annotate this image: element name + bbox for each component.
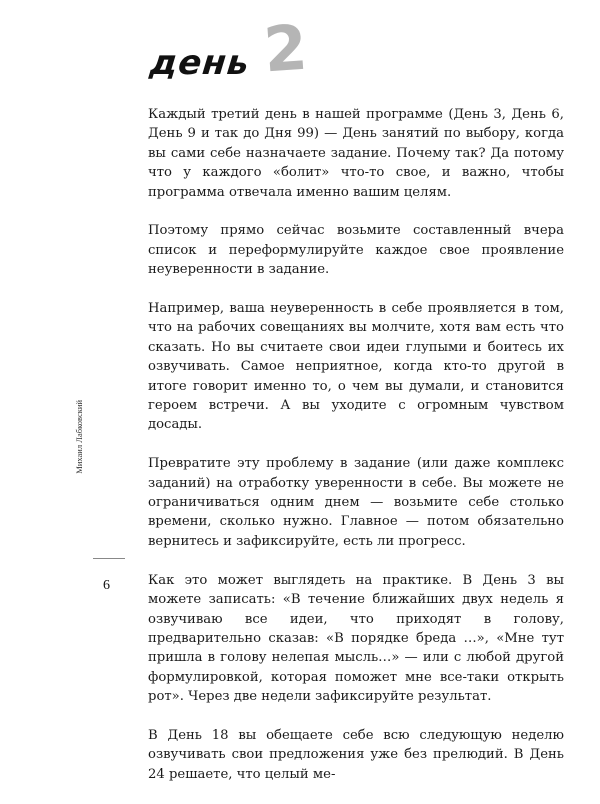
running-author: Михаил Лабковский <box>74 400 84 474</box>
chapter-heading <box>147 10 310 87</box>
footer-divider <box>93 558 125 559</box>
paragraph: Например, ваша неуверенность в себе проявляется в том, что на рабочих совещаниях вы молчите, хотя вам есть что сказать. Но вы считаете свои идеи глупыми и боитесь их озвучивать. Самое неприятное, когда кто-то другой в итоге говорит именно то, о чем вы думали, и становится героем встречи. А вы уходите с огромным чувством досады. <box>148 301 564 433</box>
body-text <box>148 105 564 804</box>
page-number: 6 <box>103 578 110 593</box>
paragraph: Превратите эту проблему в задание (или даже комплекс заданий) на отработку уверенности в себе. Вы можете не ограничиваться одним днем — возьмите себе столько времени, сколько нужно. Главное — потом обязательно вернитесь и зафиксируйте, есть ли прогресс. <box>148 456 564 549</box>
paragraph: В День 18 вы обещаете себе всю следующую неделю озвучивать свои предложения уже без прелюдий. В День 24 решаете, что целый ме- <box>148 727 564 782</box>
paragraph: Поэтому прямо сейчас возьмите составленный вчера список и переформулируйте каждое свое проявление неуверенности в задание. <box>148 223 564 278</box>
chapter-number: 2 <box>260 10 310 87</box>
paragraph: Каждый третий день в нашей программе (День 3, День 6, День 9 и так до Дня 99) — День занятий по выбору, когда вы сами себе назначаете задание. Почему так? Да потому что у каждого «болит» что-то свое, и важно, чтобы программа отвечала именно вашим целям. <box>148 107 564 200</box>
paragraph: Как это может выглядеть на практике. В День 3 вы можете записать: «В течение ближайших двух недель я озвучиваю все идеи, что приходят в голову, предварительно сказав: «В порядке бреда …», «Мне тут пришла в голову нелепая мысль…» — или с любой другой формулировкой, которая поможет мне все-таки открыть рот». Через две недели зафиксируйте результат. <box>148 572 564 705</box>
chapter-word: день <box>147 43 252 83</box>
